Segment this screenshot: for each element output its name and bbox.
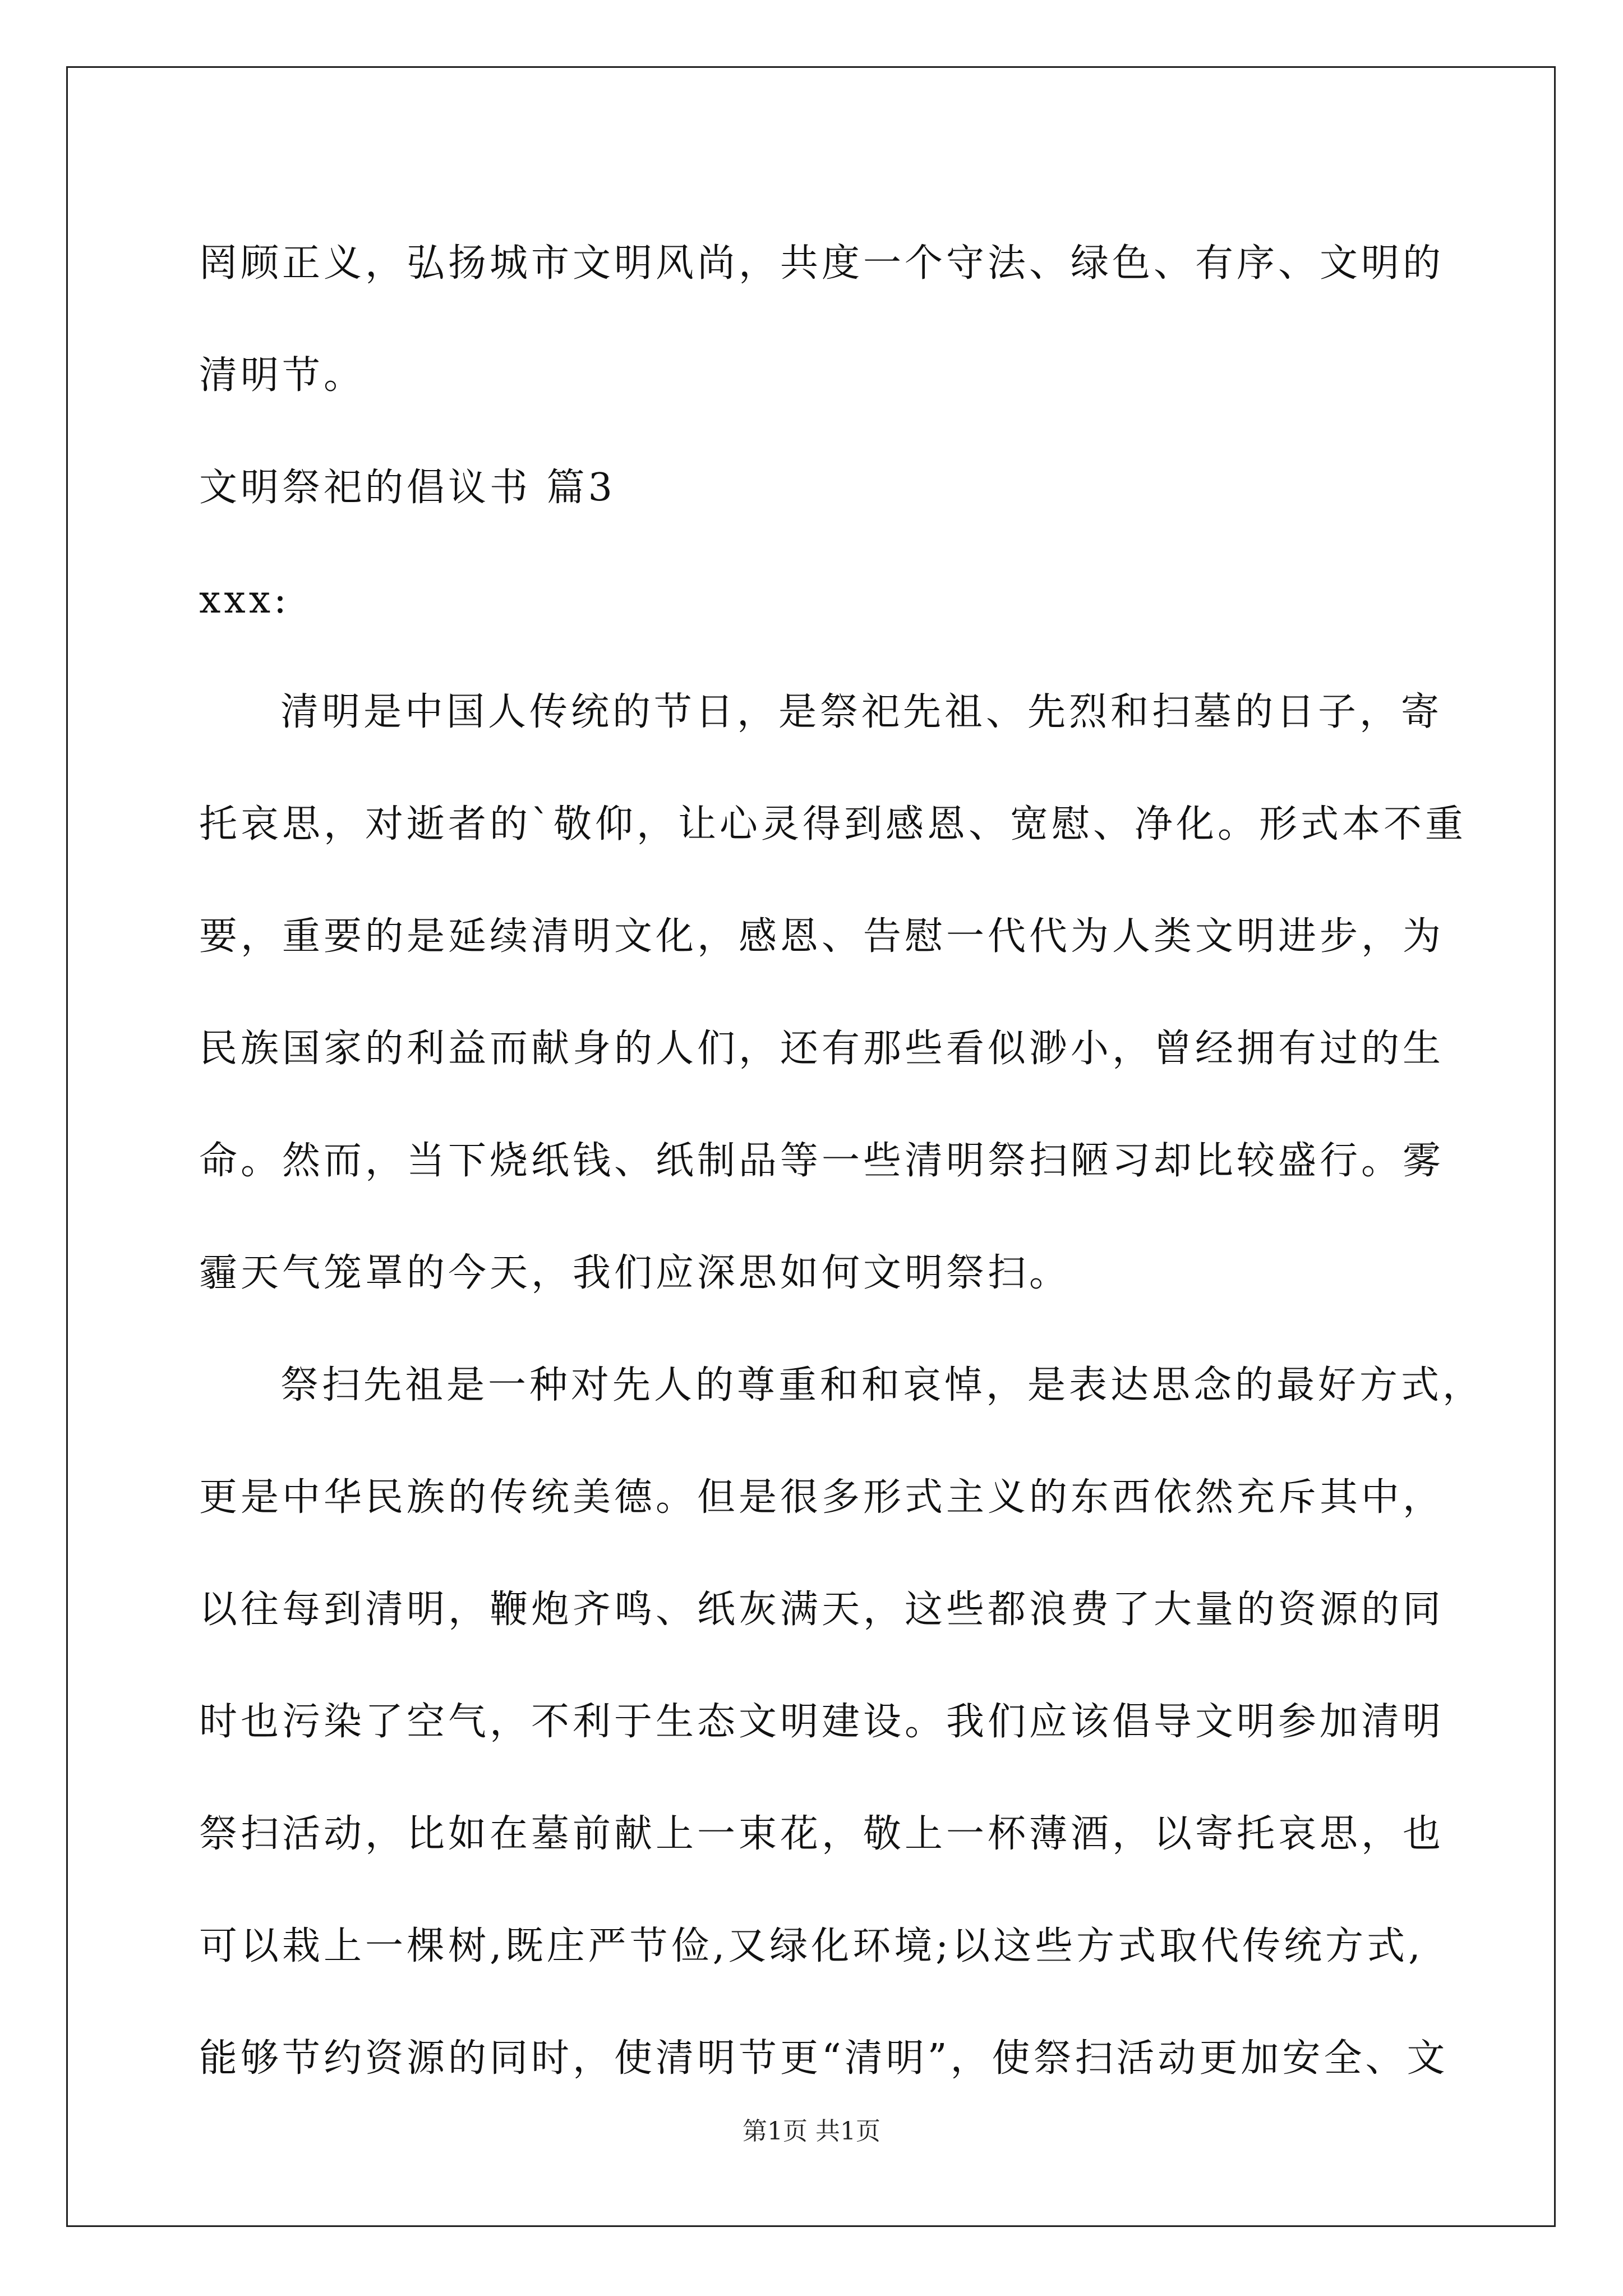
text-line: 罔顾正义，弘扬城市文明风尚，共度一个守法、绿色、有序、文明的 (199, 241, 1445, 286)
text-line: 要，重要的是延续清明文化，感恩、告慰一代代为人类文明进步，为 (199, 914, 1445, 959)
text-line: 霾天气笼罩的今天，我们应深思如何文明祭扫。 (199, 1251, 1071, 1295)
section-heading: 文明祭祀的倡议书 篇3 (199, 466, 616, 510)
text-line: 命。然而，当下烧纸钱、纸制品等一些清明祭扫陋习却比较盛行。雾 (199, 1139, 1445, 1183)
text-line: 托哀思，对逝者的`敬仰，让心灵得到感恩、宽慰、净化。形式本不重 (199, 802, 1467, 846)
text-line: 更是中华民族的传统美德。但是很多形式主义的东西依然充斥其中， (199, 1475, 1445, 1520)
text-line: 能够节约资源的同时，使清明节更“清明”，使祭扫活动更加安全、文 (199, 2036, 1449, 2081)
page-footer: 第1页 共1页 (743, 2117, 880, 2146)
text-line: 民族国家的利益而献身的人们，还有那些看似渺小，曾经拥有过的生 (199, 1027, 1445, 1071)
text-line: 清明节。 (199, 353, 366, 398)
document-body (199, 208, 1484, 2115)
paragraph-start: 清明是中国人传统的节日，是祭祀先祖、先烈和扫墓的日子，寄 (280, 690, 1443, 734)
text-line: 以往每到清明，鞭炮齐鸣、纸灰满天，这些都浪费了大量的资源的同 (199, 1588, 1445, 1632)
text-line: 可以栽上一棵树,既庄严节俭,又绿化环境;以这些方式取代传统方式, (199, 1924, 1424, 1968)
salutation: xxx: (199, 578, 290, 622)
text-line: 祭扫活动，比如在墓前献上一束花，敬上一杯薄酒，以寄托哀思，也 (199, 1812, 1445, 1856)
paragraph-start: 祭扫先祖是一种对先人的尊重和和哀悼，是表达思念的最好方式， (280, 1363, 1484, 1407)
text-line: 时也污染了空气，不利于生态文明建设。我们应该倡导文明参加清明 (199, 1700, 1445, 1744)
